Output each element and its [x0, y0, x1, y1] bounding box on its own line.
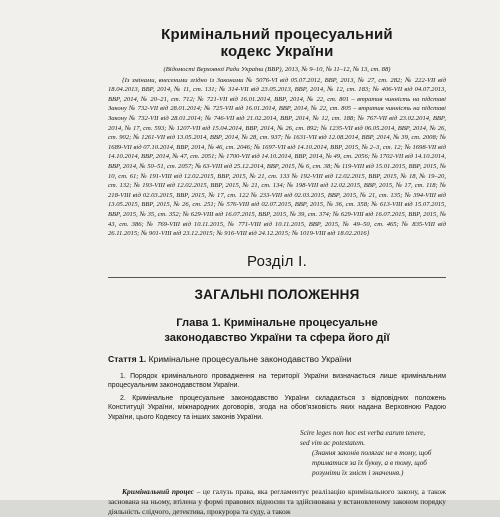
code-title-line2: кодекс України — [220, 43, 334, 60]
article-paragraph-2: 2. Кримінальне процесуальне законодавство України складається з відповідних положень Конституції України, міжнародних договорів, згода на обов'язковість яких надана Верховною Радою України, цього Кодексу та інших законів України. — [108, 394, 446, 422]
gazette-reference: (Відомості Верховної Ради України (ВВР), 2013, № 9–10, № 11–12, № 13, ст. 88) — [163, 66, 391, 73]
epigraph-translation-line2: триматися за їх букву, а в тому, щоб — [312, 458, 427, 467]
code-title-line1: Кримінальний процесуальний — [161, 26, 393, 43]
article-name: Кримінальне процесуальне законодавство України — [148, 353, 352, 364]
epigraph-latin-line1: Scire leges non hoc est verba earum tenere, — [300, 428, 426, 437]
commentary-paragraph — [108, 487, 446, 517]
section-title: Розділ I. — [246, 252, 308, 270]
latin-epigraph — [300, 428, 470, 478]
amendments-list: {Із змінами, внесеними згідно із Законами № 5076-VI від 05.07.2012, ВВР, 2013, № 27, ст. 282; № 222-VII від 18.04.2013, ВВР, 2014, № 11, ст. 131; № 314-VII від 23.05.2013, ВВР, 2014, № 12, ст. 183; № 406-VII від 04.07.2013, ВВР, 2014, № 20–21, ст. 712; № 721-VII від 16.01.2014, ВВР, 2014, № 22, ст. 801 – втратив чинність на підставі Закону № 732-VII від 28.01.2014; № 725-VII від 16.01.2014, ВВР, 2014, № 22, ст. 805 – втратив чинність на підставі Закону № 732-VII від 28.01.2014; № 746-VII від 21.02.2014, ВВР, 2014, № 12, ст. 188; № 767-VII від 23.02.2014, ВВР, 2014, № 17, ст. 593; № 1207-VII від 15.04.2014, ВВР, 2014, № 26, ст. 892; № 1235-VII від 06.05.2014, ВВР, 2014, № 26, ст. 902; № 1261-VII від 13.05.2014, ВВР, 2014, № 28, ст. 937; № 1631-VII від 12.08.2014, ВВР, 2014, № 39, ст. 2008; № 1689-VII від 07.10.2014, ВВР, 2014, № 46, ст. 2046; № 1697-VII від 14.10.2014, ВВР, 2015, № 2–3, ст. 12; № 1698-VII від 14.10.2014, ВВР, 2014, № 47, ст. 2051; № 1700-VII від 14.10.2014, ВВР, 2014, № 49, ст. 2056; № 1702-VII від 14.10.2014, ВВР, 2014, № 50–51, ст. 2057; № 63-VIII від 25.12.2014, ВВР, 2015, № 6, ст. 38; № 119-VIII від 15.01.2015, ВВР, 2015, № 10, ст. 61; № 191-VIII від 12.02.2015, ВВР, 2015, № 21, ст. 133 № 192-VIII від 12.02.2015, ВВР, 2015, № 18, № 19–20, ст. 132; № 193-VIII від 12.02.2015, ВВР, 2015, № 21, ст. 134; № 198-VIII від 12.02.2015, ВВР, 2015, № 17, ст. 118; № 218-VIII від 02.03.2015, ВВР, 2015, № 17, ст. 122 № 233-VIII від 02.03.2015, ВВР, 2015, № 21, ст. 135; № 394-VIII від 13.05.2015, ВВР, 2015, № 26, ст. 251; № 576-VIII від 02.07.2015, ВВР, 2015, № 36, ст. 358; № 613-VIII від 15.07.2015, ВВР, 2015, № 35, ст. 352; № 629-VIII від 16.07.2015, ВВР, 2015, № 39, ст. 374; № 629-VIII від 16.07.2015, ВВР, 2015, № 43, ст. 386; № 769-VIII від 10.11.2015, № 771-VIII від 10.11.2015, ВВР, 2015, № 49–50, ст. 465; № 835-VIII від 26.11.2015; № 901-VIII від 23.12.2015; № 916-VIII від 24.12.2015; № 1019-VIII від 18.02.2016} — [108, 76, 446, 238]
article-paragraph-1: 1. Порядок кримінального провадження на території України визначається лише кримінальним процесуальним законодавством України. — [108, 372, 446, 390]
section-divider — [108, 277, 446, 278]
epigraph-latin-line2: sed vim ac potestatem. — [300, 438, 366, 447]
article-number: Стаття 1. — [108, 353, 147, 364]
commentary-text: – це галузь права, яка регламентує реалізацію кримінального закону, а також заснована на ньому, втілена у формі правових відносин та здійснювана у встановленому законом порядку діяльність слідчого, детектива, прокурора та суду, а також — [108, 486, 446, 517]
epigraph-translation-line1: (Знання законів полягає не в тому, щоб — [312, 448, 432, 457]
commentary-term: Кримінальний процес — [122, 486, 194, 496]
code-title — [108, 26, 446, 60]
chapter-title-line2: законодавство України та сфера його дії — [164, 331, 390, 344]
section-subtitle: ЗАГАЛЬНІ ПОЛОЖЕННЯ — [194, 286, 360, 302]
chapter-title — [108, 316, 446, 346]
epigraph-translation-line3: розуміти їх зміст і значення.) — [312, 468, 404, 477]
article-heading — [108, 354, 446, 364]
chapter-title-line1: Глава 1. Кримінальне процесуальне — [176, 316, 378, 329]
